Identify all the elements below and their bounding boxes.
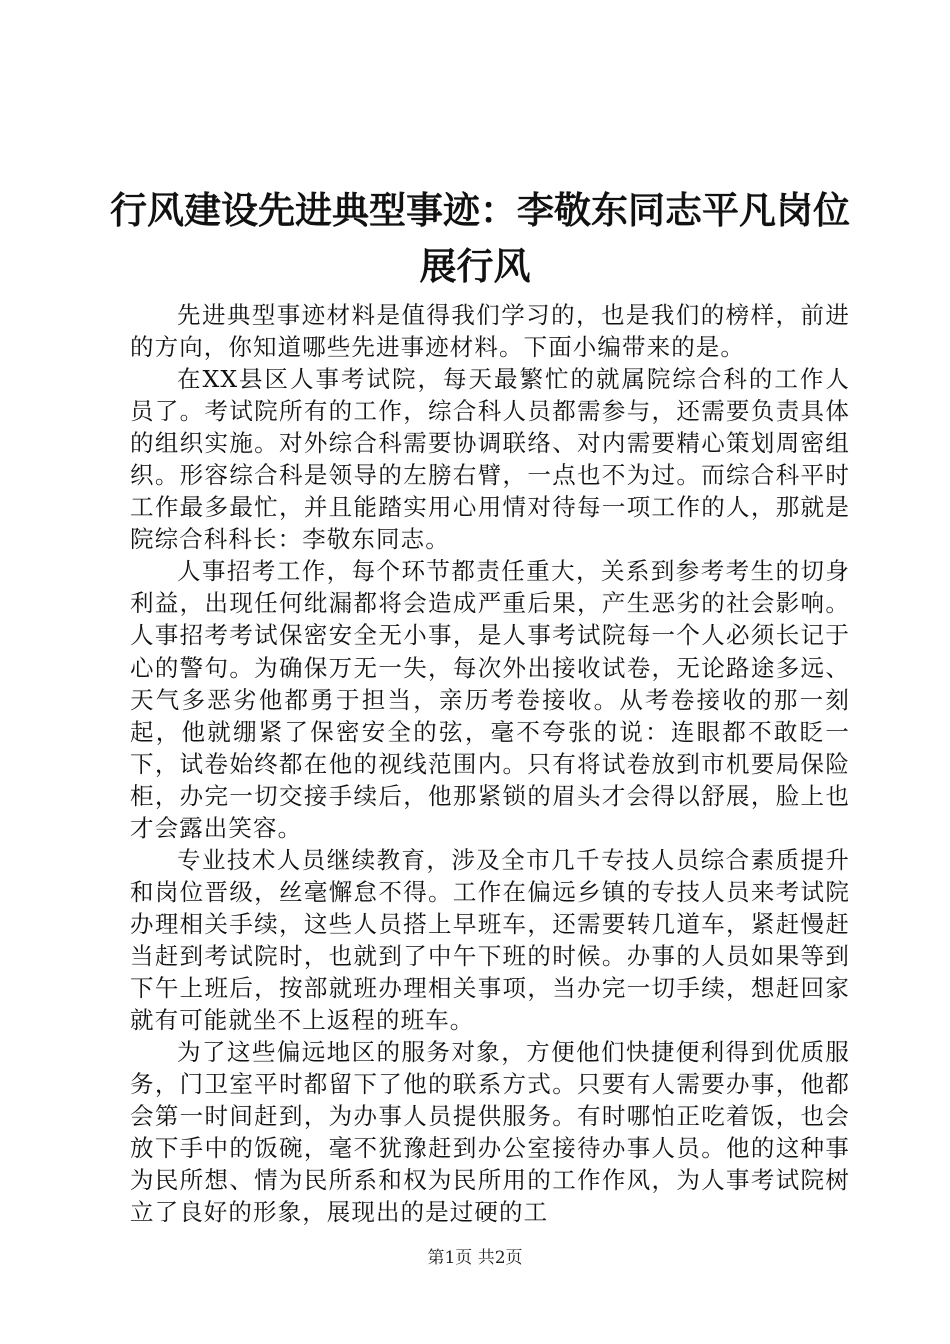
page-number-footer: 第1页 共2页: [427, 1248, 523, 1268]
document-title-line-1: 行风建设先进典型事迹：李敬东同志平凡岗位: [110, 188, 850, 232]
paragraph-intro: 先进典型事迹材料是值得我们学习的，也是我们的榜样，前进的方向，你知道哪些先进事迹材料。下面小编带来的是。: [130, 301, 850, 362]
document-title-line-2: 展行风: [419, 244, 531, 288]
paragraph-3: 专业技术人员继续教育，涉及全市几千专技人员综合素质提升和岗位晋级，丝毫懈怠不得。工作在偏远乡镇的专技人员来考试院办理相关手续，这些人员搭上早班车，还需要转几道车，紧赶慢赶当赶到考试院时，也就到了中午下班的时候。办事的人员如果等到下午上班后，按部就班办理相关事项，当办完一切手续，想赶回家就有可能就坐不上返程的班车。: [130, 845, 850, 1035]
paragraph-4: 为了这些偏远地区的服务对象，方便他们快捷便利得到优质服务，门卫室平时都留下了他的联系方式。只要有人需要办事，他都会第一时间赶到，为办事人员提供服务。有时哪怕正吃着饭，也会放下手中的饭碗，毫不犹豫赶到办公室接待办事人员。他的这种事为民所想、情为民所系和权为民所用的工作作风，为人事考试院树立了良好的形象，展现出的是过硬的工: [130, 1038, 850, 1227]
paragraph-1: 在XX县区人事考试院，每天最繁忙的就属院综合科的工作人员了。考试院所有的工作，综合科人员都需参与，还需要负责具体的组织实施。对外综合科需要协调联络、对内需要精心策划周密组织。形容综合科是领导的左膀右臂，一点也不为过。而综合科平时工作最多最忙，并且能踏实用心用情对待每一项工作的人，那就是院综合科科长：李敬东同志。: [130, 365, 850, 554]
paragraph-2: 人事招考工作，每个环节都责任重大，关系到参考考生的切身利益，出现任何纰漏都将会造成严重后果，产生恶劣的社会影响。人事招考考试保密安全无小事，是人事考试院每一个人必须长记于心的警句。为确保万无一失，每次外出接收试卷，无论路途多远、天气多恶劣他都勇于担当，亲历考卷接收。从考卷接收的那一刻起，他就绷紧了保密安全的弦，毫不夸张的说：连眼都不敢眨一下，试卷始终都在他的视线范围内。只有将试卷放到市机要局保险柜，办完一切交接手续后，他那紧锁的眉头才会得以舒展，脸上也才会露出笑容。: [130, 557, 850, 842]
document-body: [130, 299, 850, 1228]
